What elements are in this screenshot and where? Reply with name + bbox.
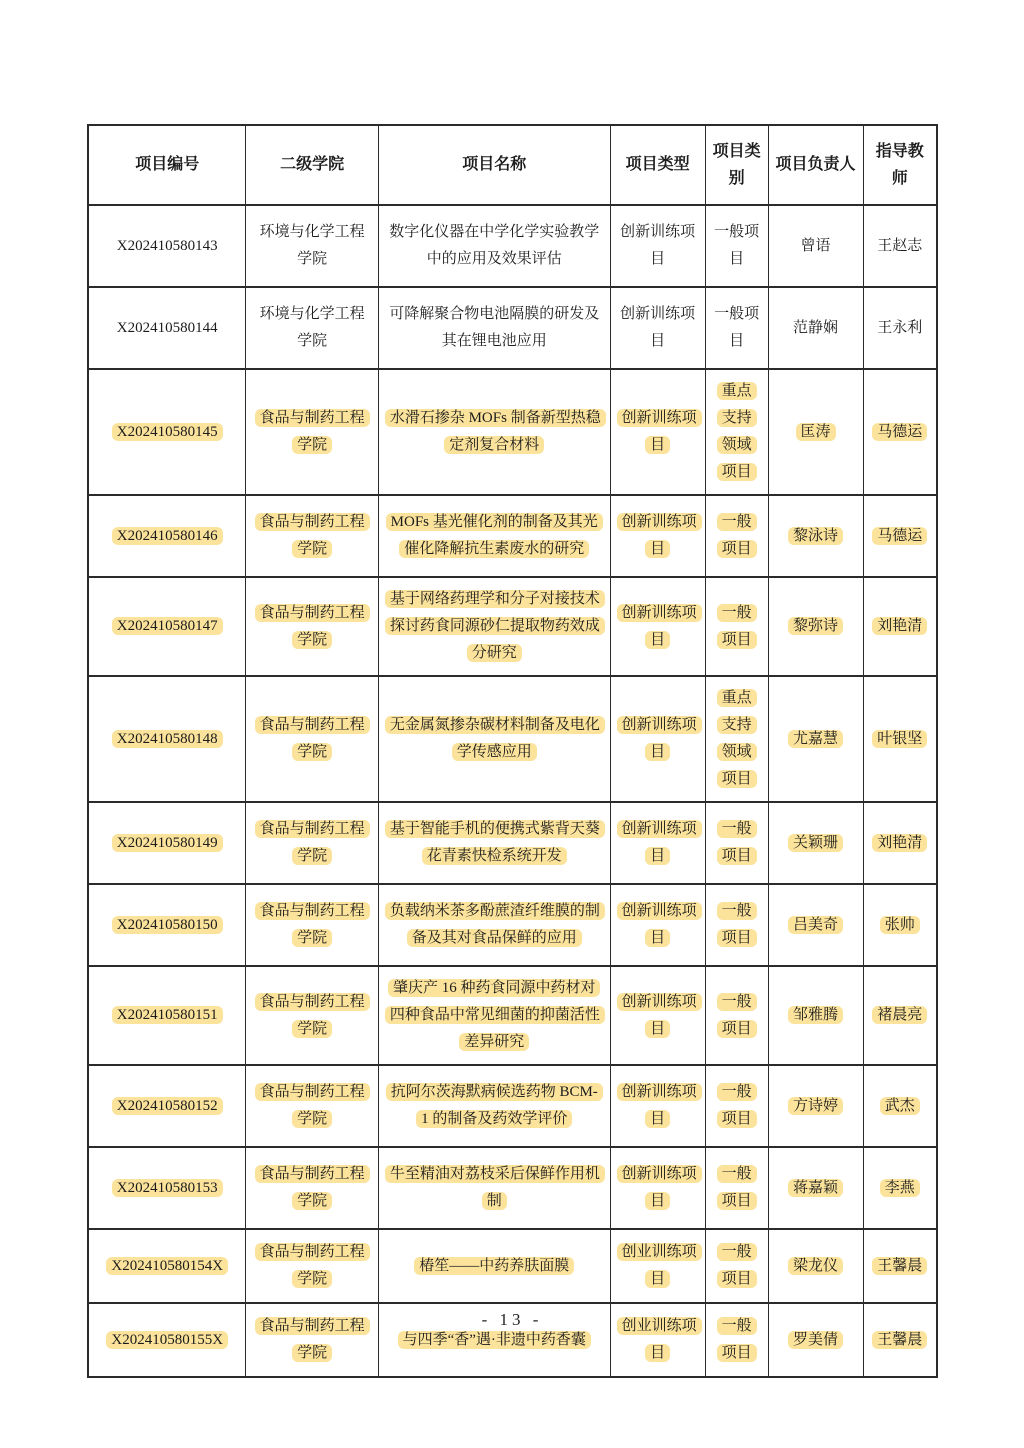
highlighted-text: 创新训练项目 (617, 993, 702, 1038)
cell-college (246, 205, 378, 287)
highlighted-text: 黎泳诗 (788, 527, 843, 545)
highlighted-text: 食品与制药工程学院 (255, 513, 370, 558)
cell-project-name (378, 369, 610, 495)
highlighted-text: 基于网络药理学和分子对接技术探讨药食同源砂仁提取物药效成分研究 (385, 590, 605, 662)
table-row (88, 676, 937, 802)
cell-text: 王永利 (877, 319, 923, 336)
highlighted-text: 刘艳清 (872, 617, 927, 635)
highlighted-text: 武杰 (880, 1097, 920, 1115)
highlighted-text: 尤嘉慧 (788, 730, 843, 748)
highlighted-text: X202410580150 (112, 916, 223, 934)
cell-advisor (863, 676, 937, 802)
highlighted-text: 食品与制药工程学院 (255, 902, 370, 947)
cell-project-type (610, 1065, 705, 1147)
cell-project-type (610, 205, 705, 287)
cell-project-type (610, 802, 705, 884)
highlighted-text: 食品与制药工程学院 (255, 1165, 370, 1210)
cell-advisor (863, 1065, 937, 1147)
cell-project-name (378, 1147, 610, 1229)
highlighted-text: 创新训练项目 (617, 716, 702, 761)
highlighted-text: 食品与制药工程学院 (255, 604, 370, 649)
table-row (88, 1229, 937, 1303)
highlighted-text: X202410580154X (106, 1257, 228, 1275)
cell-project-type (610, 495, 705, 577)
cell-project-category (705, 369, 768, 495)
cell-project-category (705, 676, 768, 802)
cell-college (246, 369, 378, 495)
cell-college (246, 966, 378, 1065)
highlighted-text: 马德运 (872, 527, 927, 545)
cell-text: 可降解聚合物电池隔膜的研发及其在锂电池应用 (389, 306, 600, 349)
highlighted-text: 一般项目 (717, 1317, 757, 1362)
highlighted-text: MOFs 基光催化剂的制备及其光催化降解抗生素废水的研究 (386, 513, 603, 558)
table-row (88, 802, 937, 884)
cell-college (246, 884, 378, 966)
highlighted-text: 邹雅腾 (788, 1006, 843, 1024)
projects-table (87, 124, 938, 1378)
highlighted-text: 张帅 (880, 916, 920, 934)
cell-project-id (88, 676, 246, 802)
highlighted-text: 一般项目 (717, 820, 757, 865)
highlighted-text: 食品与制药工程学院 (255, 1083, 370, 1128)
cell-project-type (610, 884, 705, 966)
highlighted-text: 一般项目 (717, 1243, 757, 1288)
highlighted-text: 一般项目 (717, 1165, 757, 1210)
highlighted-text: 食品与制药工程学院 (255, 409, 370, 454)
cell-project-type (610, 676, 705, 802)
cell-project-id (88, 495, 246, 577)
header-project-category: 项目类别 (705, 125, 768, 205)
highlighted-text: X202410580152 (112, 1097, 223, 1115)
table-row (88, 966, 937, 1065)
highlighted-text: 创业训练项目 (617, 1243, 702, 1288)
header-project-leader: 项目负责人 (768, 125, 863, 205)
cell-project-name (378, 1229, 610, 1303)
cell-project-name (378, 205, 610, 287)
cell-college (246, 287, 378, 369)
cell-project-name (378, 1065, 610, 1147)
header-project-name: 项目名称 (378, 125, 610, 205)
cell-project-leader (768, 369, 863, 495)
cell-project-type (610, 966, 705, 1065)
table-row (88, 1065, 937, 1147)
cell-project-type (610, 1229, 705, 1303)
cell-advisor (863, 287, 937, 369)
highlighted-text: 一般项目 (717, 993, 757, 1038)
cell-text: X202410580143 (116, 237, 218, 254)
cell-project-id (88, 1065, 246, 1147)
cell-project-category (705, 966, 768, 1065)
cell-project-id (88, 205, 246, 287)
highlighted-text: 牛至精油对荔枝采后保鲜作用机制 (385, 1165, 605, 1210)
cell-text: 创新训练项目 (620, 224, 696, 267)
highlighted-text: 梁龙仪 (788, 1257, 843, 1275)
highlighted-text: 一般项目 (717, 902, 757, 947)
highlighted-text: 食品与制药工程学院 (255, 1317, 370, 1362)
cell-project-category (705, 1147, 768, 1229)
cell-project-type (610, 369, 705, 495)
highlighted-text: X202410580145 (112, 423, 223, 441)
cell-project-id (88, 802, 246, 884)
cell-advisor (863, 802, 937, 884)
cell-project-name (378, 966, 610, 1065)
cell-advisor (863, 884, 937, 966)
cell-project-category (705, 205, 768, 287)
table-row (88, 884, 937, 966)
highlighted-text: 蒋嘉颖 (788, 1179, 843, 1197)
cell-project-leader (768, 966, 863, 1065)
cell-advisor (863, 369, 937, 495)
highlighted-text: 创新训练项目 (617, 902, 702, 947)
cell-text: 数字化仪器在中学化学实验教学中的应用及效果评估 (389, 224, 600, 267)
cell-project-category (705, 577, 768, 676)
highlighted-text: 食品与制药工程学院 (255, 1243, 370, 1288)
highlighted-text: 关颖珊 (788, 834, 843, 852)
cell-advisor (863, 1147, 937, 1229)
cell-project-leader (768, 205, 863, 287)
highlighted-text: 创业训练项目 (617, 1317, 702, 1362)
highlighted-text: 王馨晨 (872, 1257, 927, 1275)
cell-college (246, 802, 378, 884)
highlighted-text: 创新训练项目 (617, 513, 702, 558)
header-project-id: 项目编号 (88, 125, 246, 205)
cell-college (246, 1065, 378, 1147)
highlighted-text: 与四季“香”遇·非遗中药香囊 (398, 1331, 591, 1349)
cell-project-leader (768, 287, 863, 369)
header-advisor: 指导教师 (863, 125, 937, 205)
table-body (88, 205, 937, 1377)
highlighted-text: X202410580153 (112, 1179, 223, 1197)
cell-project-leader (768, 676, 863, 802)
highlighted-text: 肇庆产 16 种药食同源中药材对四种食品中常见细菌的抑菌活性差异研究 (385, 979, 605, 1051)
cell-project-category (705, 884, 768, 966)
cell-project-leader (768, 802, 863, 884)
table-row (88, 205, 937, 287)
highlighted-text: 基于智能手机的便携式紫背天葵花青素快检系统开发 (385, 820, 605, 865)
cell-text: 曾语 (800, 237, 831, 254)
cell-project-leader (768, 1065, 863, 1147)
highlighted-text: 抗阿尔茨海默病候选药物 BCM-1 的制备及药效学评价 (386, 1083, 603, 1128)
highlighted-text: 创新训练项目 (617, 1083, 702, 1128)
highlighted-text: 马德运 (872, 423, 927, 441)
highlighted-text: 食品与制药工程学院 (255, 820, 370, 865)
highlighted-text: 创新训练项目 (617, 409, 702, 454)
highlighted-text: 罗美倩 (788, 1331, 843, 1349)
cell-college (246, 495, 378, 577)
cell-project-name (378, 884, 610, 966)
cell-project-category (705, 287, 768, 369)
header-project-type: 项目类型 (610, 125, 705, 205)
highlighted-text: 一般项目 (717, 604, 757, 649)
cell-project-id (88, 577, 246, 676)
cell-advisor (863, 1229, 937, 1303)
cell-college (246, 676, 378, 802)
highlighted-text: 创新训练项目 (617, 604, 702, 649)
cell-project-leader (768, 1147, 863, 1229)
cell-project-id (88, 966, 246, 1065)
cell-text: 创新训练项目 (620, 306, 696, 349)
cell-project-category (705, 802, 768, 884)
cell-text: 王赵志 (877, 237, 923, 254)
highlighted-text: 重点支持领域项目 (717, 382, 757, 481)
cell-project-name (378, 802, 610, 884)
cell-project-id (88, 884, 246, 966)
cell-project-category (705, 495, 768, 577)
highlighted-text: 一般项目 (717, 513, 757, 558)
cell-project-type (610, 287, 705, 369)
cell-text: 环境与化学工程学院 (259, 224, 365, 267)
highlighted-text: 无金属氮掺杂碳材料制备及电化学传感应用 (385, 716, 605, 761)
cell-college (246, 1147, 378, 1229)
highlighted-text: X202410580148 (112, 730, 223, 748)
table-row (88, 495, 937, 577)
cell-project-id (88, 287, 246, 369)
cell-advisor (863, 577, 937, 676)
cell-text: X202410580144 (116, 319, 218, 336)
cell-advisor (863, 495, 937, 577)
highlighted-text: 食品与制药工程学院 (255, 993, 370, 1038)
cell-advisor (863, 205, 937, 287)
cell-project-name (378, 495, 610, 577)
highlighted-text: 水滑石掺杂 MOFs 制备新型热稳定剂复合材料 (385, 409, 606, 454)
table-header-row (88, 125, 937, 205)
table-row (88, 369, 937, 495)
highlighted-text: 王馨晨 (872, 1331, 927, 1349)
cell-project-type (610, 577, 705, 676)
cell-project-name (378, 577, 610, 676)
highlighted-text: 食品与制药工程学院 (255, 716, 370, 761)
cell-text: 范静娴 (793, 319, 839, 336)
highlighted-text: 一般项目 (717, 1083, 757, 1128)
highlighted-text: 匡涛 (796, 423, 836, 441)
highlighted-text: 刘艳清 (872, 834, 927, 852)
cell-project-leader (768, 577, 863, 676)
table-row (88, 287, 937, 369)
highlighted-text: 创新训练项目 (617, 820, 702, 865)
highlighted-text: 创新训练项目 (617, 1165, 702, 1210)
cell-text: 一般项目 (714, 224, 760, 267)
highlighted-text: 李燕 (880, 1179, 920, 1197)
cell-college (246, 1229, 378, 1303)
cell-project-type (610, 1147, 705, 1229)
cell-project-name (378, 676, 610, 802)
cell-project-id (88, 1229, 246, 1303)
projects-table-container (87, 124, 938, 1378)
cell-project-category (705, 1065, 768, 1147)
highlighted-text: X202410580146 (112, 527, 223, 545)
highlighted-text: 方诗婷 (788, 1097, 843, 1115)
cell-text: 一般项目 (714, 306, 760, 349)
cell-project-id (88, 369, 246, 495)
highlighted-text: 褚晨亮 (872, 1006, 927, 1024)
cell-project-name (378, 287, 610, 369)
page-number: - 13 - (481, 1310, 543, 1329)
cell-college (246, 577, 378, 676)
cell-project-leader (768, 495, 863, 577)
highlighted-text: X202410580147 (112, 617, 223, 635)
highlighted-text: 椿笙——中药养肤面膜 (414, 1257, 574, 1275)
highlighted-text: 吕美奇 (788, 916, 843, 934)
cell-project-leader (768, 1229, 863, 1303)
highlighted-text: 黎弥诗 (788, 617, 843, 635)
cell-project-id (88, 1147, 246, 1229)
cell-text: 环境与化学工程学院 (259, 306, 365, 349)
cell-project-leader (768, 884, 863, 966)
highlighted-text: X202410580151 (112, 1006, 223, 1024)
table-row (88, 577, 937, 676)
highlighted-text: X202410580155X (106, 1331, 228, 1349)
highlighted-text: 叶银坚 (872, 730, 927, 748)
cell-advisor (863, 966, 937, 1065)
cell-project-category (705, 1229, 768, 1303)
highlighted-text: X202410580149 (112, 834, 223, 852)
table-row (88, 1147, 937, 1229)
header-college: 二级学院 (246, 125, 378, 205)
highlighted-text: 重点支持领域项目 (717, 689, 757, 788)
highlighted-text: 负载纳米茶多酚蔗渣纤维膜的制备及其对食品保鲜的应用 (385, 902, 605, 947)
